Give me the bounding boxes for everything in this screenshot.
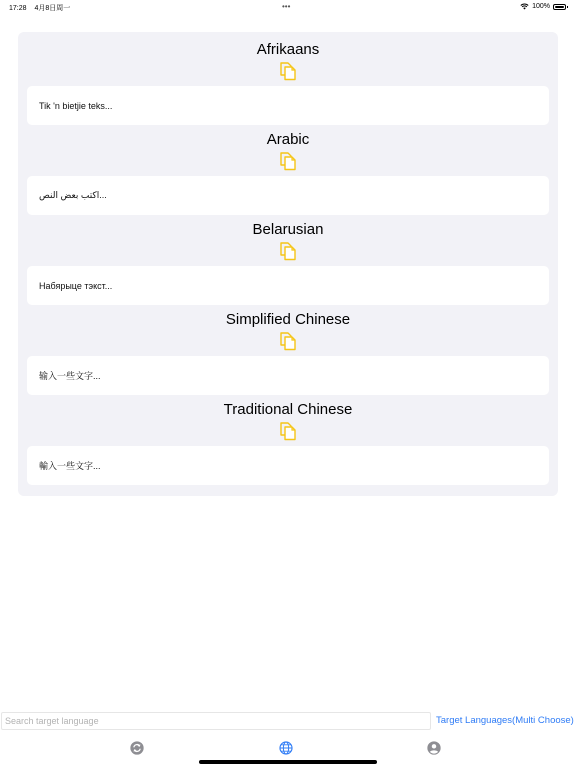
multitask-dots[interactable]: •••	[282, 2, 291, 11]
language-title: Afrikaans	[256, 41, 320, 58]
copy-icon[interactable]	[279, 331, 297, 351]
person-icon	[427, 741, 441, 755]
language-block-afrikaans	[18, 32, 558, 122]
refresh-icon	[130, 741, 144, 755]
status-time: 17:28	[9, 5, 27, 12]
globe-icon	[279, 741, 293, 755]
status-right	[520, 3, 566, 10]
language-block-arabic	[18, 122, 558, 212]
language-title: Simplified Chinese	[225, 311, 351, 328]
copy-icon[interactable]	[279, 421, 297, 441]
battery-percent: 100%	[532, 3, 550, 10]
battery-icon	[553, 4, 566, 10]
text-input-simplified-chinese[interactable]: 输入一些文字...	[27, 356, 549, 395]
language-block-traditional-chinese	[18, 392, 558, 482]
status-left	[9, 3, 76, 13]
tab-translate[interactable]	[275, 737, 297, 759]
language-block-belarusian	[18, 212, 558, 302]
status-date: 4月8日周一	[34, 5, 71, 12]
text-input-arabic[interactable]: اكتب بعض النص...	[27, 176, 549, 215]
copy-icon[interactable]	[279, 241, 297, 261]
language-list-panel	[18, 32, 558, 496]
language-title: Arabic	[266, 131, 310, 148]
home-indicator	[199, 760, 377, 764]
search-row	[0, 711, 576, 731]
copy-icon[interactable]	[279, 61, 297, 81]
text-input-afrikaans[interactable]: Tik 'n bietjie teks...	[27, 86, 549, 125]
wifi-icon	[520, 3, 529, 10]
status-bar	[0, 0, 576, 14]
search-target-language-input[interactable]	[1, 712, 431, 730]
tab-refresh[interactable]	[126, 737, 148, 759]
text-input-traditional-chinese[interactable]: 輸入一些文字...	[27, 446, 549, 485]
language-title: Traditional Chinese	[223, 401, 353, 418]
language-block-simplified-chinese	[18, 302, 558, 392]
target-languages-button[interactable]: Target Languages(Multi Choose)	[436, 715, 574, 726]
language-title: Belarusian	[252, 221, 324, 238]
text-input-belarusian[interactable]: Набярыце тэкст...	[27, 266, 549, 305]
copy-icon[interactable]	[279, 151, 297, 171]
tab-profile[interactable]	[423, 737, 445, 759]
